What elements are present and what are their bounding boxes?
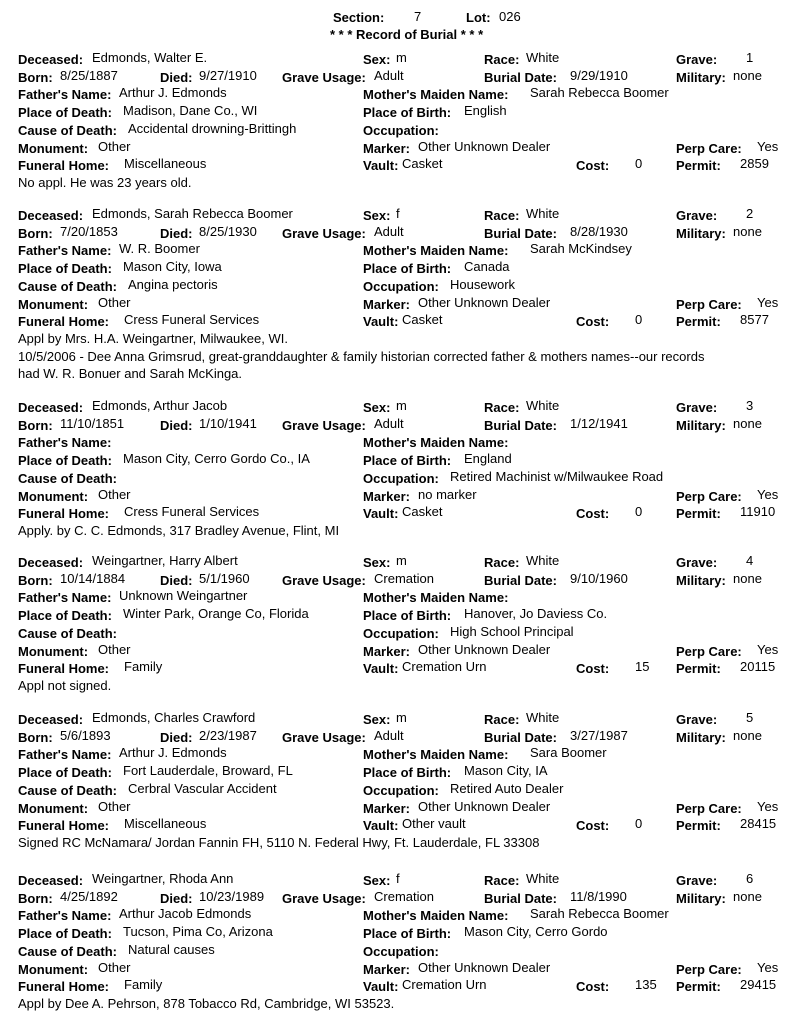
occupation-value: Housework	[450, 277, 516, 292]
permit-label: Permit:	[676, 661, 721, 676]
died-value: 9/27/1910	[199, 67, 257, 83]
deceased-value: Edmonds, Charles Crawford	[92, 710, 256, 725]
father-name-label: Father's Name:	[18, 243, 112, 258]
perp-care-value: Yes	[757, 486, 779, 502]
grave-usage-label: Grave Usage:	[282, 729, 366, 745]
race-value: White	[526, 206, 560, 221]
burial-record	[18, 206, 798, 381]
permit-value: 8577	[740, 312, 769, 327]
funeral-home-label: Funeral Home:	[18, 979, 110, 994]
burial-date-label: Burial Date:	[484, 572, 557, 588]
father-name-value: Arthur Jacob Edmonds	[119, 906, 252, 921]
race-value: White	[526, 553, 560, 568]
deceased-value: Edmonds, Walter E.	[92, 50, 208, 65]
vault-value: Casket	[402, 156, 443, 171]
grave-value: 1	[746, 50, 754, 65]
occupation-label: Occupation:	[363, 626, 439, 641]
born-value: 11/10/1851	[60, 415, 125, 431]
funeral-home-label: Funeral Home:	[18, 661, 110, 676]
mother-maiden-name-label: Mother's Maiden Name:	[363, 747, 509, 762]
cause-of-death-value: Accidental drowning-Brittingh	[128, 121, 297, 136]
mother-maiden-name-label: Mother's Maiden Name:	[363, 87, 509, 102]
occupation-label: Occupation:	[363, 279, 439, 294]
perp-care-value: Yes	[757, 138, 779, 154]
grave-usage-label: Grave Usage:	[282, 225, 366, 241]
permit-label: Permit:	[676, 506, 721, 521]
cause-of-death-value: Angina pectoris	[128, 277, 218, 292]
monument-label: Monument:	[18, 643, 89, 659]
place-of-birth-label: Place of Birth:	[363, 261, 452, 276]
record-title: * * * Record of Burial * * *	[330, 27, 484, 42]
sex-value: f	[396, 206, 400, 221]
funeral-home-value: Cress Funeral Services	[124, 312, 260, 327]
race-value: White	[526, 710, 560, 725]
burial-date-label: Burial Date:	[484, 890, 557, 906]
sex-label: Sex:	[363, 555, 391, 570]
grave-usage-value: Adult	[374, 415, 404, 431]
cost-value: 15	[635, 659, 650, 674]
permit-label: Permit:	[676, 158, 721, 173]
marker-label: Marker:	[363, 140, 410, 156]
vault-value: Cremation Urn	[402, 977, 487, 992]
cost-value: 0	[635, 504, 643, 519]
cost-value: 0	[635, 816, 643, 831]
grave-label: Grave:	[676, 400, 718, 415]
place-of-death-label: Place of Death:	[18, 765, 112, 780]
sex-value: m	[396, 50, 407, 65]
grave-usage-label: Grave Usage:	[282, 417, 366, 433]
died-value: 2/23/1987	[199, 727, 257, 743]
deceased-label: Deceased:	[18, 208, 84, 223]
deceased-value: Edmonds, Arthur Jacob	[92, 398, 228, 413]
grave-usage-value: Adult	[374, 223, 404, 239]
monument-label: Monument:	[18, 488, 89, 504]
cause-of-death-value: Cerbral Vascular Accident	[128, 781, 277, 796]
grave-usage-value: Cremation	[374, 888, 434, 904]
place-of-death-value: Winter Park, Orange Co, Florida	[123, 606, 309, 621]
place-of-death-value: Tucson, Pima Co, Arizona	[123, 924, 273, 939]
place-of-death-value: Mason City, Cerro Gordo Co., IA	[123, 451, 310, 466]
place-of-birth-label: Place of Birth:	[363, 765, 452, 780]
place-of-death-label: Place of Death:	[18, 926, 112, 941]
burial-record	[18, 553, 798, 718]
record-note: had W. R. Bonuer and Sarah McKinga.	[18, 366, 243, 381]
father-name-value: Unknown Weingartner	[119, 588, 248, 603]
cost-value: 0	[635, 312, 643, 327]
burial-record	[18, 871, 798, 1036]
monument-value: Other	[98, 486, 131, 502]
grave-label: Grave:	[676, 208, 718, 223]
occupation-label: Occupation:	[363, 471, 439, 486]
cost-label: Cost:	[576, 661, 610, 676]
place-of-birth-value: Mason City, Cerro Gordo	[464, 924, 608, 939]
cost-label: Cost:	[576, 979, 610, 994]
cause-of-death-label: Cause of Death:	[18, 626, 117, 641]
place-of-birth-label: Place of Birth:	[363, 926, 452, 941]
grave-usage-label: Grave Usage:	[282, 69, 366, 85]
military-value: none	[733, 415, 762, 431]
military-label: Military:	[676, 572, 726, 588]
record-note: No appl. He was 23 years old.	[18, 175, 192, 190]
cause-of-death-label: Cause of Death:	[18, 279, 117, 294]
grave-value: 3	[746, 398, 754, 413]
perp-care-label: Perp Care:	[676, 488, 742, 504]
military-value: none	[733, 888, 762, 904]
grave-usage-label: Grave Usage:	[282, 572, 366, 588]
place-of-death-label: Place of Death:	[18, 261, 112, 276]
born-value: 10/14/1884	[60, 570, 126, 586]
occupation-label: Occupation:	[363, 123, 439, 138]
section-label: Section:	[333, 10, 385, 25]
perp-care-label: Perp Care:	[676, 296, 742, 312]
father-name-value: Arthur J. Edmonds	[119, 85, 227, 100]
cause-of-death-label: Cause of Death:	[18, 123, 117, 138]
grave-usage-label: Grave Usage:	[282, 890, 366, 906]
monument-value: Other	[98, 798, 131, 814]
born-label: Born:	[18, 890, 53, 906]
race-label: Race:	[484, 52, 520, 67]
permit-label: Permit:	[676, 314, 721, 329]
place-of-birth-value: Hanover, Jo Daviess Co.	[464, 606, 608, 621]
burial-date-label: Burial Date:	[484, 417, 557, 433]
burial-date-value: 8/28/1930	[570, 223, 628, 239]
burial-date-value: 9/29/1910	[570, 67, 628, 83]
deceased-label: Deceased:	[18, 712, 84, 727]
place-of-death-label: Place of Death:	[18, 608, 112, 623]
permit-value: 20115	[740, 659, 776, 674]
record-note: Apply. by C. C. Edmonds, 317 Bradley Avenue, Flint, MI	[18, 523, 340, 538]
perp-care-label: Perp Care:	[676, 961, 742, 977]
burial-date-label: Burial Date:	[484, 729, 557, 745]
monument-label: Monument:	[18, 961, 89, 977]
vault-value: Casket	[402, 312, 443, 327]
vault-label: Vault:	[363, 158, 399, 173]
cost-label: Cost:	[576, 818, 610, 833]
marker-value: Other Unknown Dealer	[418, 294, 551, 310]
military-label: Military:	[676, 69, 726, 85]
place-of-death-label: Place of Death:	[18, 453, 112, 468]
funeral-home-label: Funeral Home:	[18, 158, 110, 173]
grave-usage-value: Adult	[374, 727, 404, 743]
born-label: Born:	[18, 729, 53, 745]
monument-label: Monument:	[18, 296, 89, 312]
occupation-label: Occupation:	[363, 783, 439, 798]
deceased-value: Weingartner, Harry Albert	[92, 553, 238, 568]
vault-label: Vault:	[363, 661, 399, 676]
perp-care-value: Yes	[757, 641, 779, 657]
vault-label: Vault:	[363, 979, 399, 994]
marker-label: Marker:	[363, 643, 410, 659]
cost-label: Cost:	[576, 506, 610, 521]
died-label: Died:	[160, 69, 193, 85]
permit-value: 11910	[740, 504, 776, 519]
vault-value: Cremation Urn	[402, 659, 487, 674]
marker-value: Other Unknown Dealer	[418, 798, 551, 814]
funeral-home-value: Family	[124, 977, 163, 992]
permit-value: 28415	[740, 816, 777, 831]
cause-of-death-label: Cause of Death:	[18, 471, 117, 486]
born-label: Born:	[18, 572, 53, 588]
military-label: Military:	[676, 729, 726, 745]
place-of-birth-value: English	[464, 103, 507, 118]
father-name-value: Arthur J. Edmonds	[119, 745, 227, 760]
occupation-value: Retired Auto Dealer	[450, 781, 564, 796]
place-of-death-value: Fort Lauderdale, Broward, FL	[123, 763, 293, 778]
race-label: Race:	[484, 400, 520, 415]
military-value: none	[733, 727, 762, 743]
burial-record	[18, 398, 798, 563]
burial-record	[18, 710, 798, 875]
military-value: none	[733, 223, 762, 239]
funeral-home-value: Cress Funeral Services	[124, 504, 260, 519]
permit-value: 29415	[740, 977, 777, 992]
permit-value: 2859	[740, 156, 769, 171]
perp-care-value: Yes	[757, 294, 779, 310]
mother-maiden-name-value: Sarah Rebecca Boomer	[530, 85, 669, 100]
record-note: Appl not signed.	[18, 678, 112, 693]
race-label: Race:	[484, 555, 520, 570]
funeral-home-value: Miscellaneous	[124, 816, 207, 831]
lot-value: 026	[499, 9, 521, 24]
perp-care-value: Yes	[757, 959, 779, 975]
deceased-label: Deceased:	[18, 400, 84, 415]
occupation-value: Retired Machinist w/Milwaukee Road	[450, 469, 664, 484]
sex-value: f	[396, 871, 400, 886]
perp-care-value: Yes	[757, 798, 779, 814]
section-value: 7	[414, 9, 422, 24]
mother-maiden-name-value: Sarah Rebecca Boomer	[530, 906, 669, 921]
marker-value: Other Unknown Dealer	[418, 641, 551, 657]
marker-label: Marker:	[363, 800, 410, 816]
marker-label: Marker:	[363, 488, 410, 504]
grave-value: 2	[746, 206, 754, 221]
born-label: Born:	[18, 417, 53, 433]
marker-label: Marker:	[363, 961, 410, 977]
cause-of-death-value: Natural causes	[128, 942, 215, 957]
place-of-death-label: Place of Death:	[18, 105, 112, 120]
monument-value: Other	[98, 641, 131, 657]
mother-maiden-name-label: Mother's Maiden Name:	[363, 435, 509, 450]
mother-maiden-name-label: Mother's Maiden Name:	[363, 243, 509, 258]
race-value: White	[526, 398, 560, 413]
marker-label: Marker:	[363, 296, 410, 312]
funeral-home-value: Family	[124, 659, 163, 674]
died-label: Died:	[160, 417, 193, 433]
deceased-value: Edmonds, Sarah Rebecca Boomer	[92, 206, 293, 221]
permit-label: Permit:	[676, 818, 721, 833]
marker-value: Other Unknown Dealer	[418, 138, 551, 154]
race-label: Race:	[484, 712, 520, 727]
funeral-home-label: Funeral Home:	[18, 506, 110, 521]
military-label: Military:	[676, 890, 726, 906]
place-of-birth-value: Canada	[464, 259, 510, 274]
grave-value: 5	[746, 710, 754, 725]
died-value: 5/1/1960	[199, 570, 250, 586]
father-name-value: W. R. Boomer	[119, 241, 200, 256]
sex-label: Sex:	[363, 208, 391, 223]
born-value: 7/20/1853	[60, 223, 118, 239]
military-label: Military:	[676, 417, 726, 433]
born-label: Born:	[18, 225, 53, 241]
deceased-label: Deceased:	[18, 52, 84, 67]
burial-date-value: 3/27/1987	[570, 727, 628, 743]
father-name-label: Father's Name:	[18, 747, 112, 762]
deceased-label: Deceased:	[18, 873, 84, 888]
died-label: Died:	[160, 729, 193, 745]
deceased-value: Weingartner, Rhoda Ann	[92, 871, 234, 886]
burial-date-value: 9/10/1960	[570, 570, 628, 586]
grave-label: Grave:	[676, 873, 718, 888]
deceased-label: Deceased:	[18, 555, 84, 570]
monument-label: Monument:	[18, 140, 89, 156]
perp-care-label: Perp Care:	[676, 643, 742, 659]
record-note: 10/5/2006 - Dee Anna Grimsrud, great-granddaughter & family historian corrected father & mothers names--our records	[18, 348, 705, 364]
father-name-label: Father's Name:	[18, 590, 112, 605]
place-of-birth-value: England	[464, 451, 512, 466]
sex-value: m	[396, 710, 407, 725]
grave-label: Grave:	[676, 712, 718, 727]
place-of-birth-label: Place of Birth:	[363, 453, 452, 468]
died-label: Died:	[160, 572, 193, 588]
grave-label: Grave:	[676, 52, 718, 67]
mother-maiden-name-label: Mother's Maiden Name:	[363, 908, 509, 923]
cause-of-death-label: Cause of Death:	[18, 944, 117, 959]
vault-value: Other vault	[402, 816, 466, 831]
marker-value: Other Unknown Dealer	[418, 959, 551, 975]
vault-label: Vault:	[363, 314, 399, 329]
cost-label: Cost:	[576, 314, 610, 329]
monument-value: Other	[98, 294, 131, 310]
place-of-birth-label: Place of Birth:	[363, 608, 452, 623]
grave-value: 4	[746, 553, 754, 568]
monument-value: Other	[98, 959, 131, 975]
sex-label: Sex:	[363, 873, 391, 888]
occupation-label: Occupation:	[363, 944, 439, 959]
sex-label: Sex:	[363, 400, 391, 415]
race-value: White	[526, 50, 560, 65]
father-name-label: Father's Name:	[18, 908, 112, 923]
sex-value: m	[396, 398, 407, 413]
record-note: Signed RC McNamara/ Jordan Fannin FH, 5110 N. Federal Hwy, Ft. Lauderdale, FL 33308	[18, 835, 540, 850]
burial-record	[18, 50, 798, 215]
died-value: 10/23/1989	[199, 888, 265, 904]
cost-label: Cost:	[576, 158, 610, 173]
funeral-home-label: Funeral Home:	[18, 314, 110, 329]
grave-usage-value: Adult	[374, 67, 404, 83]
permit-label: Permit:	[676, 979, 721, 994]
cause-of-death-label: Cause of Death:	[18, 783, 117, 798]
born-value: 8/25/1887	[60, 67, 118, 83]
born-label: Born:	[18, 69, 53, 85]
died-value: 8/25/1930	[199, 223, 257, 239]
burial-date-label: Burial Date:	[484, 69, 557, 85]
place-of-birth-label: Place of Birth:	[363, 105, 452, 120]
place-of-birth-value: Mason City, IA	[464, 763, 548, 778]
occupation-value: High School Principal	[450, 624, 574, 639]
burial-date-value: 1/12/1941	[570, 415, 628, 431]
military-label: Military:	[676, 225, 726, 241]
monument-value: Other	[98, 138, 131, 154]
perp-care-label: Perp Care:	[676, 800, 742, 816]
grave-usage-value: Cremation	[374, 570, 434, 586]
race-label: Race:	[484, 873, 520, 888]
burial-date-label: Burial Date:	[484, 225, 557, 241]
born-value: 5/6/1893	[60, 727, 111, 743]
grave-label: Grave:	[676, 555, 718, 570]
mother-maiden-name-value: Sara Boomer	[530, 745, 607, 760]
grave-value: 6	[746, 871, 754, 886]
record-note: Appl by Dee A. Pehrson, 878 Tobacco Rd, Cambridge, WI 53523.	[18, 996, 395, 1011]
cost-value: 0	[635, 156, 643, 171]
funeral-home-value: Miscellaneous	[124, 156, 207, 171]
funeral-home-label: Funeral Home:	[18, 818, 110, 833]
place-of-death-value: Madison, Dane Co., WI	[123, 103, 258, 118]
record-note: Appl by Mrs. H.A. Weingartner, Milwaukee, WI.	[18, 331, 288, 346]
father-name-label: Father's Name:	[18, 435, 112, 450]
vault-value: Casket	[402, 504, 443, 519]
sex-value: m	[396, 553, 407, 568]
mother-maiden-name-value: Sarah McKindsey	[530, 241, 632, 256]
born-value: 4/25/1892	[60, 888, 118, 904]
died-label: Died:	[160, 890, 193, 906]
sex-label: Sex:	[363, 712, 391, 727]
sex-label: Sex:	[363, 52, 391, 67]
race-label: Race:	[484, 208, 520, 223]
place-of-death-value: Mason City, Iowa	[123, 259, 222, 274]
burial-date-value: 11/8/1990	[570, 888, 627, 904]
vault-label: Vault:	[363, 818, 399, 833]
marker-value: no marker	[418, 486, 477, 502]
race-value: White	[526, 871, 560, 886]
mother-maiden-name-label: Mother's Maiden Name:	[363, 590, 509, 605]
cost-value: 135	[635, 977, 657, 992]
vault-label: Vault:	[363, 506, 399, 521]
military-value: none	[733, 67, 762, 83]
perp-care-label: Perp Care:	[676, 140, 742, 156]
died-label: Died:	[160, 225, 193, 241]
lot-label: Lot:	[466, 10, 491, 25]
died-value: 1/10/1941	[199, 415, 257, 431]
father-name-label: Father's Name:	[18, 87, 112, 102]
military-value: none	[733, 570, 762, 586]
monument-label: Monument:	[18, 800, 89, 816]
